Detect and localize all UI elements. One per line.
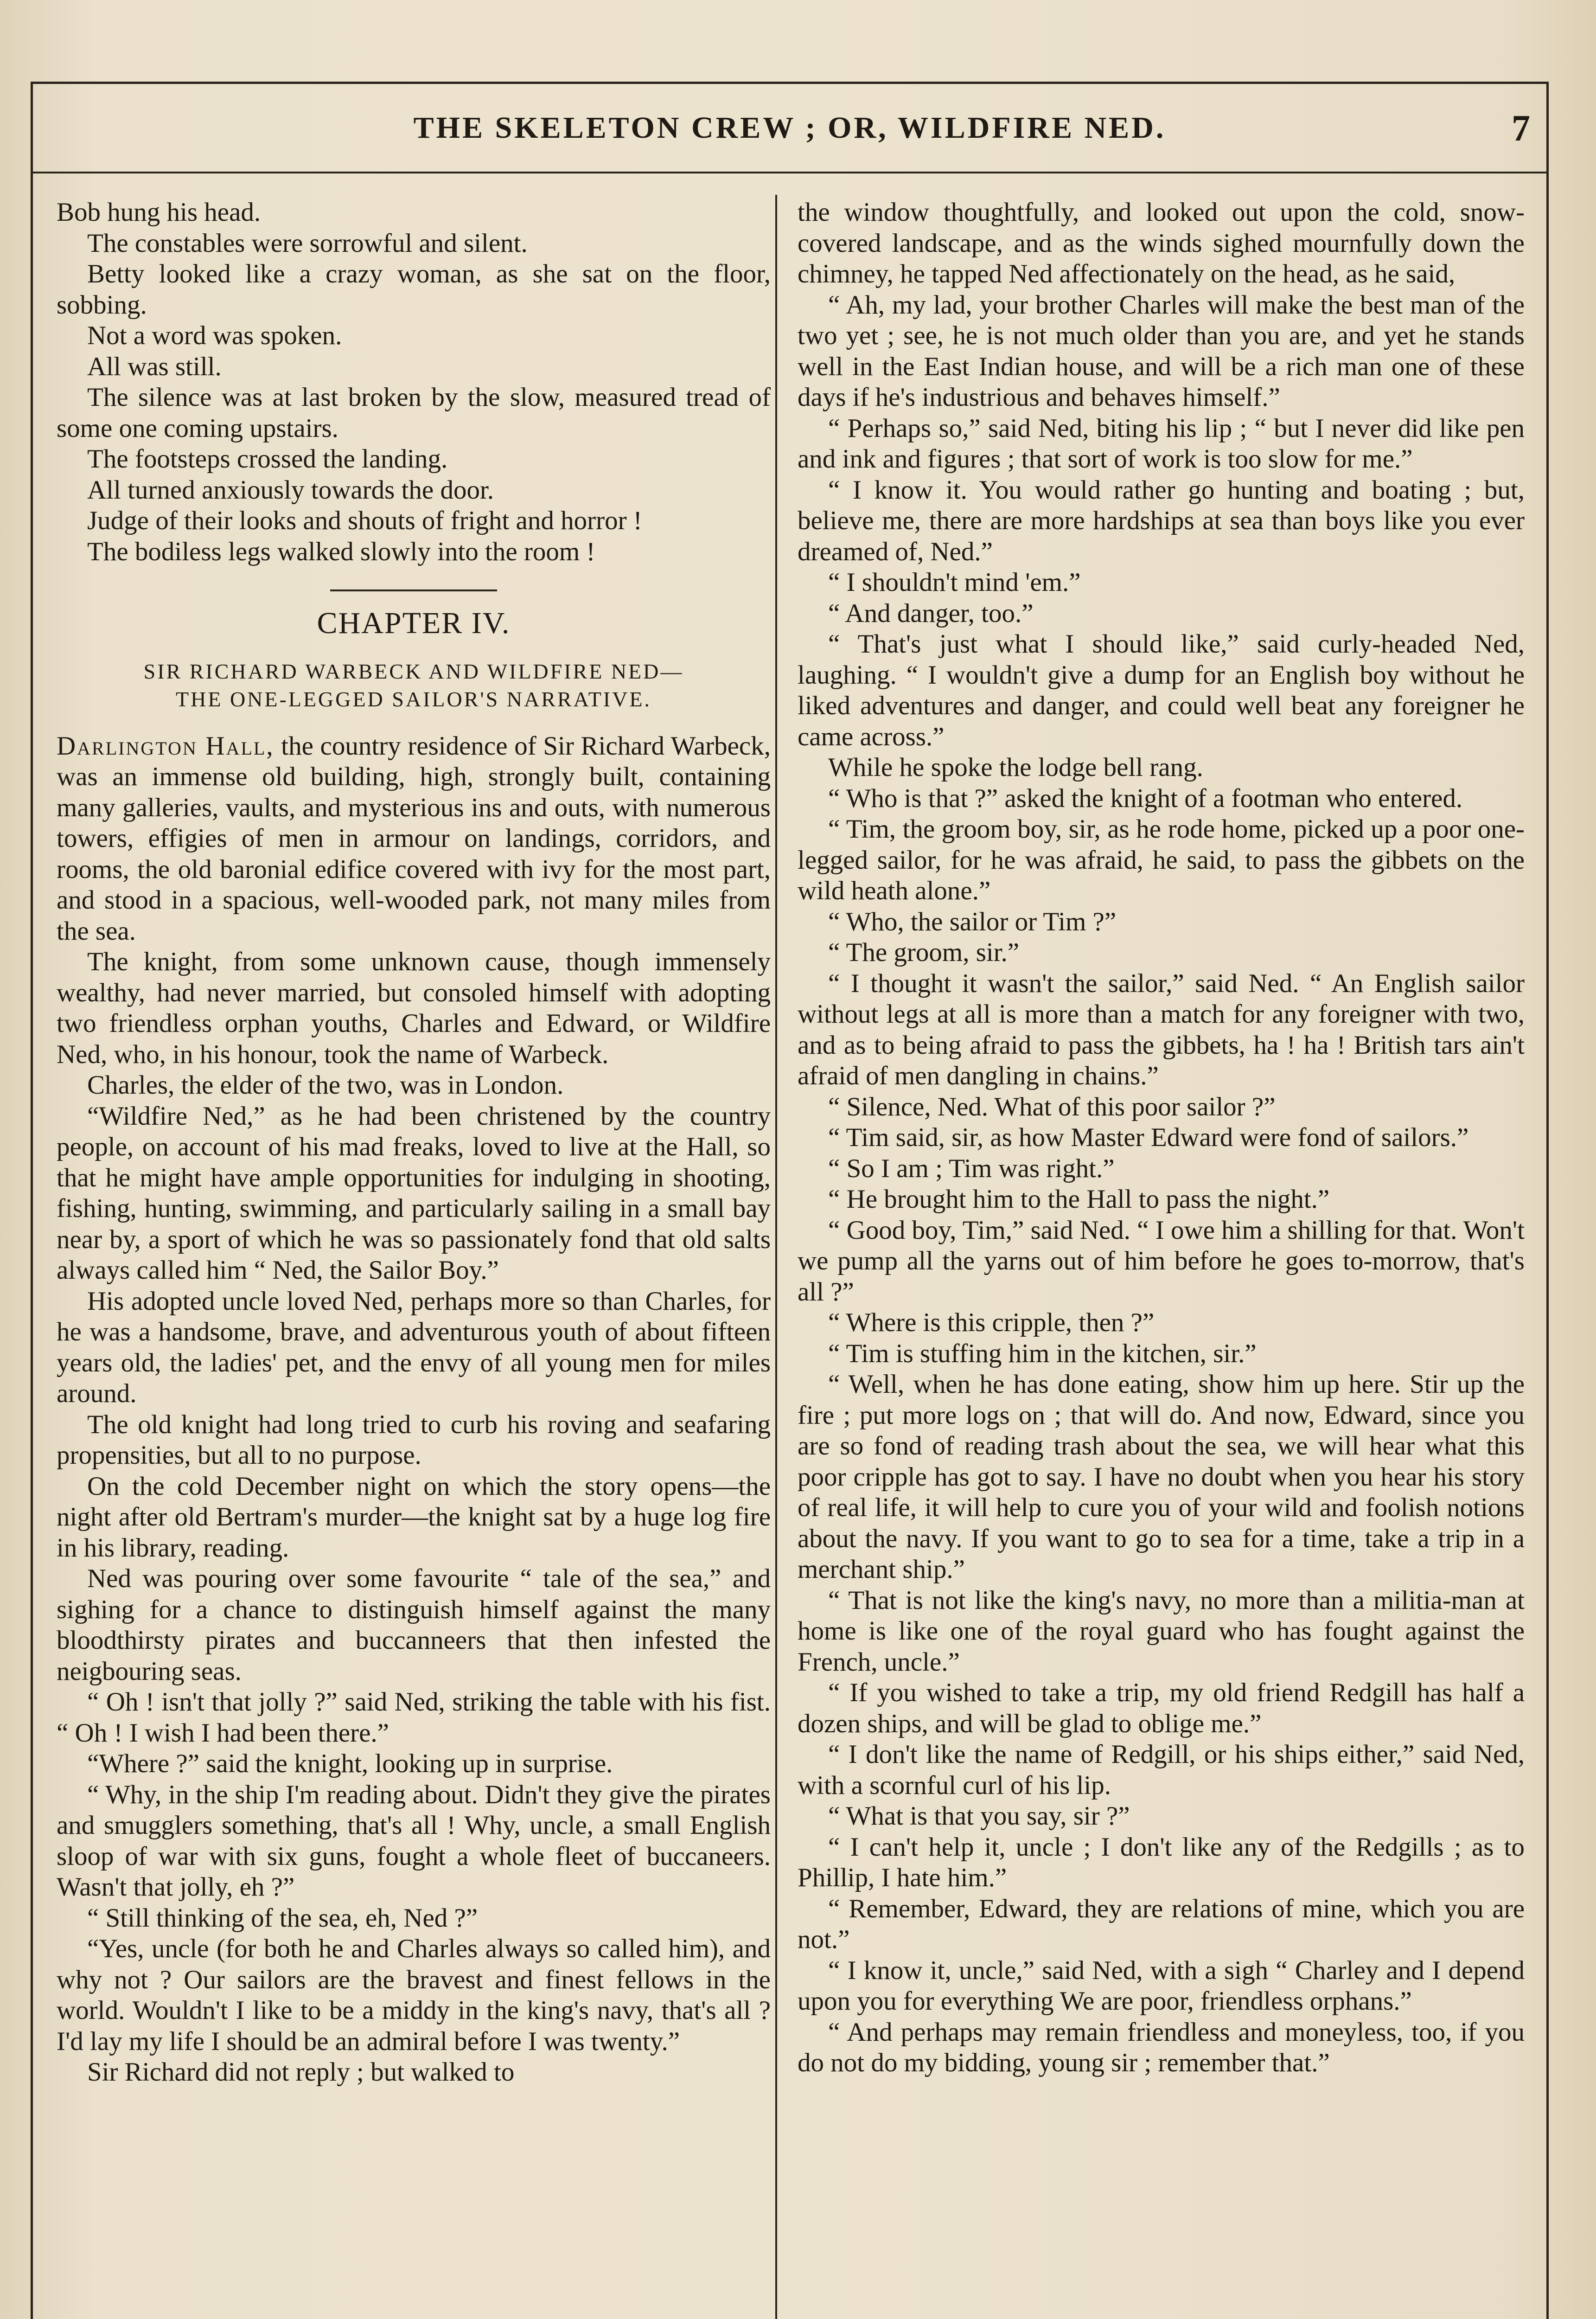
chapter-title: CHAPTER IV.: [317, 606, 511, 640]
right-paragraphs: [798, 197, 1525, 2079]
paragraph: “ Oh ! isn't that jolly ?” said Ned, striking the table with his fist. “ Oh ! I wish I had been there.”: [57, 1687, 771, 1748]
paragraph: “ Perhaps so,” said Ned, biting his lip ; “ but I never did like pen and ink and figures ; that sort of work is too slow for me.”: [798, 413, 1525, 474]
paragraph: The knight, from some unknown cause, though immensely wealthy, had never married, but consoled himself with adopting two friendless orphan youths, Charles and Edward, or Wildfire Ned, who, in his honour, took the name of Warbeck.: [57, 947, 771, 1069]
paragraph: While he spoke the lodge bell rang.: [828, 753, 1203, 782]
paragraph: “ Ah, my lad, your brother Charles will make the best man of the two yet ; see, he is not much older than you are, and yet he stands well in the East Indian house, and will be a rich man one of these days if he's industrious and behaves himself.”: [798, 290, 1525, 412]
paragraph: “ If you wished to take a trip, my old friend Redgill has half a dozen ships, and will be glad to oblige me.”: [798, 1678, 1525, 1738]
chapter-lead-text: the country residence of Sir Richard Warbeck, was an immense old building, high, strongly built, containing many galleries, vaults, and mysterious ins and outs, with numerous towers, effigies of men in armour on landings, corridors, and rooms, the old baronial edifice covered with ivy for the most part, and stood in a spacious, well-wooded park, not many miles from the sea.: [57, 731, 771, 946]
paragraph: “ I know it, uncle,” said Ned, with a sigh “ Charley and I depend upon you for everything We are poor, friendless orphans.”: [798, 1955, 1525, 2016]
paragraph: Betty looked like a crazy woman, as she sat on the floor, sobbing.: [57, 259, 771, 320]
paragraph: “ Tim is stuffing him in the kitchen, sir.”: [828, 1339, 1257, 1368]
left-paragraphs-after: [57, 947, 771, 2088]
header-title: THE SKELETON CREW ; OR, WILDFIRE NED.: [413, 111, 1166, 145]
paragraph: “ Why, in the ship I'm reading about. Didn't they give the pirates and smugglers something, that's all ! Why, uncle, a small English sloop of war with six guns, fought a whole fleet of buccaneers. Wasn't that jolly, eh ?”: [57, 1780, 771, 1902]
paragraph: “ Tim, the groom boy, sir, as he rode home, picked up a poor one-legged sailor, for he was afraid, he said, to pass the gibbets on the wild heath alone.”: [798, 814, 1525, 905]
column-divider: [775, 195, 777, 2319]
paragraph: Not a word was spoken.: [87, 321, 342, 350]
paragraph: “ Well, when he has done eating, show him up here. Stir up the fire ; put more logs on ; that will do. And now, Edward, since you are so fond of reading trash about the sea, we will hear what this poor cripple has got to say. I have no doubt when you hear his story of real life, it will help to cure you of your wild and foolish notions about the navy. If you want to go to sea for a time, take a trip in a merchant ship.”: [798, 1370, 1525, 1584]
header-rule: [31, 172, 1549, 173]
paragraph: “ I shouldn't mind 'em.”: [828, 568, 1081, 597]
paragraph: “ Who, the sailor or Tim ?”: [828, 907, 1117, 936]
paragraph: The footsteps crossed the landing.: [87, 444, 448, 474]
chapter-lead-word: Darlington Hall,: [57, 731, 275, 761]
chapter-subtitle-line-2: THE ONE-LEGGED SAILOR'S NARRATIVE.: [176, 687, 651, 711]
paragraph: “ So I am ; Tim was right.”: [828, 1153, 1115, 1183]
section-rule: [330, 589, 497, 591]
paragraph: His adopted uncle loved Ned, perhaps more so than Charles, for he was a handsome, brave, and adventurous youth of about fifteen years old, the ladies' pet, and the envy of all young men for miles around.: [57, 1286, 771, 1408]
paragraph: “Wildfire Ned,” as he had been christened by the country people, on account of his mad freaks, loved to live at the Hall, so that he might have ample opportunities for indulging in shooting, fishing, hunting, swimming, and particularly sailing in a small bay near by, a sport of which he was so passionately fond that old salts always called him “ Ned, the Sailor Boy.”: [57, 1101, 771, 1285]
paragraph: “ I can't help it, uncle ; I don't like any of the Redgills ; as to Phillip, I hate him.”: [798, 1832, 1525, 1892]
paragraph: “ Remember, Edward, they are relations of mine, which you are not.”: [798, 1894, 1525, 1954]
paragraph: Sir Richard did not reply ; but walked to: [87, 2057, 515, 2087]
paragraph: Ned was pouring over some favourite “ tale of the sea,” and sighing for a chance to distinguish himself against the many bloodthirsty pirates and buccanneers that then infested the neigbouring seas.: [57, 1564, 771, 1686]
paragraph: All was still.: [87, 352, 222, 381]
paragraph: the window thoughtfully, and looked out upon the cold, snow-covered landscape, and as the winds sighed mournfully down the chimney, he tapped Ned affectionately on the head, as he said,: [798, 198, 1525, 288]
paragraph: “ What is that you say, sir ?”: [828, 1801, 1130, 1831]
paragraph: “ Where is this cripple, then ?”: [828, 1308, 1155, 1337]
chapter-subtitle-line-1: SIR RICHARD WARBECK AND WILDFIRE NED—: [143, 659, 684, 683]
paragraph: “ He brought him to the Hall to pass the night.”: [828, 1185, 1330, 1214]
paragraph: All turned anxiously towards the door.: [87, 475, 494, 505]
paragraph: Charles, the elder of the two, was in London.: [87, 1070, 564, 1100]
paragraph: “ That is not like the king's navy, no more than a militia-man at home is like one of the royal guard who has fought against the French, uncle.”: [798, 1585, 1525, 1677]
left-paragraphs-before: [57, 197, 771, 567]
paragraph: The bodiless legs walked slowly into the room !: [87, 537, 595, 566]
paragraph: The constables were sorrowful and silent.: [87, 228, 528, 258]
paragraph: “ I don't like the name of Redgill, or his ships either,” said Ned, with a scornful curl of his lip.: [798, 1740, 1525, 1800]
paragraph: “ Still thinking of the sea, eh, Ned ?”: [87, 1903, 478, 1933]
left-column: [57, 197, 771, 2088]
paragraph: “ Good boy, Tim,” said Ned. “ I owe him a shilling for that. Won't we pump all the yarns out of him before he goes to-morrow, that's all ?”: [798, 1215, 1525, 1307]
chapter-opening-paragraph: [57, 731, 771, 947]
paragraph: The silence was at last broken by the slow, measured tread of some one coming upstairs.: [57, 383, 771, 443]
paragraph: “ And perhaps may remain friendless and moneyless, too, if you do not do my bidding, young sir ; remember that.”: [798, 2017, 1525, 2077]
paragraph: Judge of their looks and shouts of fright and horror !: [87, 506, 642, 535]
paragraph: “ I thought it wasn't the sailor,” said Ned. “ An English sailor without legs at all is more than a match for any foreigner with two, and as to being afraid to pass the gibbets, ha ! ha ! British tars ain't afraid of men dangling in chains.”: [798, 968, 1525, 1090]
paragraph: On the cold December night on which the story opens—the night after old Bertram's murder—the knight sat by a huge log fire in his library, reading.: [57, 1471, 771, 1563]
chapter-subtitle: [57, 658, 771, 713]
paragraph: “ Silence, Ned. What of this poor sailor ?”: [828, 1092, 1276, 1121]
right-column: [798, 197, 1525, 2079]
paragraph: Bob hung his head.: [57, 198, 261, 227]
paragraph: “ I know it. You would rather go hunting and boating ; but, believe me, there are more hardships at sea than boys like you ever dreamed of, Ned.”: [798, 475, 1525, 566]
paragraph: “ And danger, too.”: [828, 598, 1034, 628]
paragraph: The old knight had long tried to curb his roving and seafaring propensities, but all to no purpose.: [57, 1409, 771, 1470]
paragraph: “ The groom, sir.”: [828, 938, 1020, 967]
paragraph: “Where ?” said the knight, looking up in surprise.: [87, 1749, 613, 1778]
page-number: 7: [1512, 108, 1530, 149]
running-header: [31, 110, 1549, 152]
paragraph: “Yes, uncle (for both he and Charles always so called him), and why not ? Our sailors are the bravest and finest fellows in the world. Wouldn't I like to be a middy in the king's navy, that's all ? I'd lay my life I should be an admiral before I was twenty.”: [57, 1934, 771, 2056]
paragraph: “ Tim said, sir, as how Master Edward were fond of sailors.”: [828, 1123, 1469, 1152]
paragraph: “ That's just what I should like,” said curly-headed Ned, laughing. “ I wouldn't give a dump for an English boy without he liked adventures and danger, and could well beat any foreigner he came across.”: [798, 629, 1525, 751]
paragraph: “ Who is that ?” asked the knight of a footman who entered.: [828, 783, 1463, 813]
